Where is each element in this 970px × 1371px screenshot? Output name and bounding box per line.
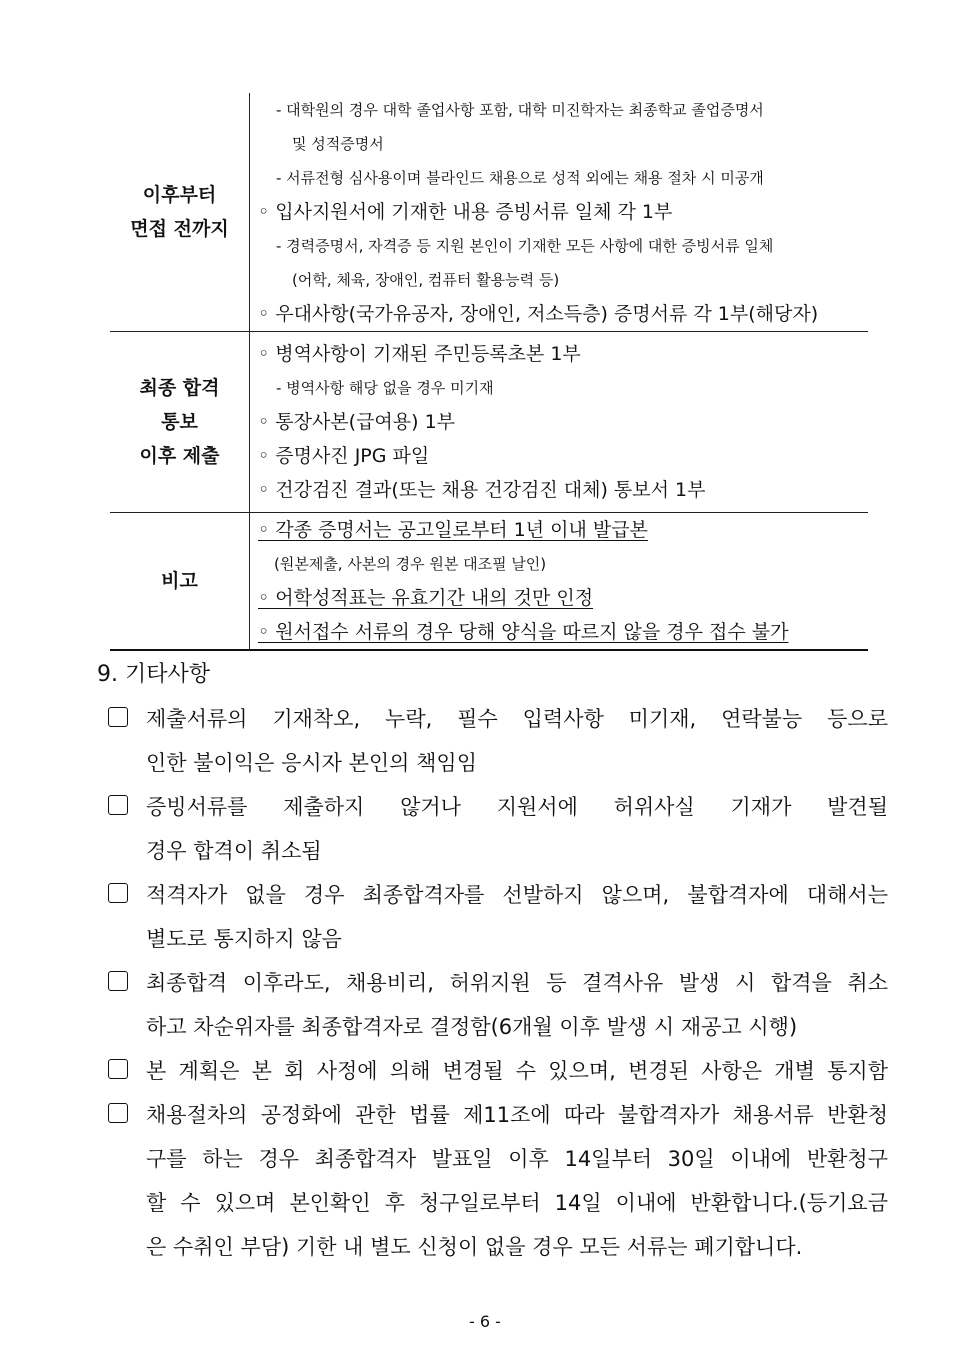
content-line: (어학, 체육, 장애인, 컴퓨터 활용능력 등): [292, 271, 560, 289]
row-label-line: 최종 합격: [139, 377, 220, 399]
list-item: [108, 1049, 888, 1093]
row-label-line: 비고: [161, 570, 198, 592]
content-line: ◦ 통장사본(급여용) 1부: [258, 411, 456, 433]
list-item: [108, 785, 888, 873]
content-line: ◦ 어학성적표는 유효기간 내의 것만 인정: [258, 587, 594, 609]
item-line: 구를 하는 경우 최종합격자 발표일 이후 14일부터 30일 이내에 반환청구: [146, 1147, 888, 1171]
content-line: ◦ 건강검진 결과(또는 채용 건강검진 대체) 통보서 1부: [258, 479, 706, 501]
item-line: 적격자가 없을 경우 최종합격자를 선발하지 않으며, 불합격자에 대해서는: [146, 883, 888, 907]
requirements-table: [110, 93, 868, 651]
item-line: 증빙서류를 제출하지 않거나 지원서에 허위사실 기재가 발견될: [146, 795, 888, 819]
content-line: ◦ 원서접수 서류의 경우 당해 양식을 따르지 않을 경우 접수 불가: [258, 621, 789, 643]
row-label-line: 이후 제출: [139, 445, 220, 467]
content-line: ◦ 우대사항(국가유공자, 장애인, 저소득층) 증명서류 각 1부(해당자): [258, 303, 819, 325]
list-item: [108, 873, 888, 961]
row-label: [110, 93, 250, 332]
page-number: - 6 -: [469, 1312, 501, 1331]
notice-list: [108, 697, 888, 1269]
content-line: ◦ 입사지원서에 기재한 내용 증빙서류 일체 각 1부: [258, 201, 673, 223]
item-line: 인한 불이익은 응시자 본인의 책임임: [146, 751, 477, 775]
list-item: [108, 1093, 888, 1269]
checkbox-icon: [108, 707, 128, 727]
item-line: 하고 차순위자를 최종합격자로 결정함(6개월 이후 발생 시 재공고 시행): [146, 1015, 798, 1039]
checkbox-icon: [108, 971, 128, 991]
list-item: [108, 697, 888, 785]
row-label: [110, 332, 250, 513]
table-row: [110, 513, 868, 651]
row-label-line: 면접 전까지: [130, 218, 229, 240]
row-label-line: 이후부터: [142, 184, 217, 206]
checkbox-icon: [108, 1059, 128, 1079]
content-line: - 경력증명서, 자격증 등 지원 본인이 기재한 모든 사항에 대한 증빙서류 일체: [276, 237, 774, 255]
content-line: - 병역사항 해당 없을 경우 미기재: [276, 379, 494, 397]
content-line: - 서류전형 심사용이며 블라인드 채용으로 성적 외에는 채용 절차 시 미공개: [276, 169, 764, 187]
item-line: 경우 합격이 취소됨: [146, 839, 322, 863]
item-line: 별도로 통지하지 않음: [146, 927, 342, 951]
content-line: - 대학원의 경우 대학 졸업사항 포함, 대학 미진학자는 최종학교 졸업증명서: [276, 101, 764, 119]
item-line: 은 수취인 부담) 기한 내 별도 신청이 없을 경우 모든 서류는 폐기합니다.: [146, 1235, 803, 1259]
item-line: 채용절차의 공정화에 관한 법률 제11조에 따라 불합격자가 채용서류 반환청: [146, 1103, 888, 1127]
row-label: [110, 513, 250, 651]
item-line: 제출서류의 기재착오, 누락, 필수 입력사항 미기재, 연락불능 등으로: [146, 707, 888, 731]
table-row: [110, 93, 868, 332]
content-line: ◦ 병역사항이 기재된 주민등록초본 1부: [258, 343, 581, 365]
checkbox-icon: [108, 883, 128, 903]
row-content: [250, 513, 869, 651]
table-row: [110, 332, 868, 513]
row-label-line: 통보: [161, 411, 198, 433]
content-line: ◦ 각종 증명서는 공고일로부터 1년 이내 발급본: [258, 519, 648, 541]
item-line: 최종합격 이후라도, 채용비리, 허위지원 등 결격사유 발생 시 합격을 취소: [146, 971, 888, 995]
content-line: ◦ 증명사진 JPG 파일: [258, 445, 430, 467]
item-line: 할 수 있으며 본인확인 후 청구일로부터 14일 이내에 반환합니다.(등기요금: [146, 1191, 888, 1215]
content-line: 및 성적증명서: [292, 135, 384, 153]
row-content: [250, 93, 869, 332]
checkbox-icon: [108, 1103, 128, 1123]
list-item: [108, 961, 888, 1049]
content-line: (원본제출, 사본의 경우 원본 대조필 날인): [274, 555, 547, 573]
row-content: [250, 332, 869, 513]
item-line: 본 계획은 본 회 사정에 의해 변경될 수 있으며, 변경된 사항은 개별 통지함: [146, 1059, 888, 1083]
checkbox-icon: [108, 795, 128, 815]
section-title: 9. 기타사항: [97, 662, 210, 687]
